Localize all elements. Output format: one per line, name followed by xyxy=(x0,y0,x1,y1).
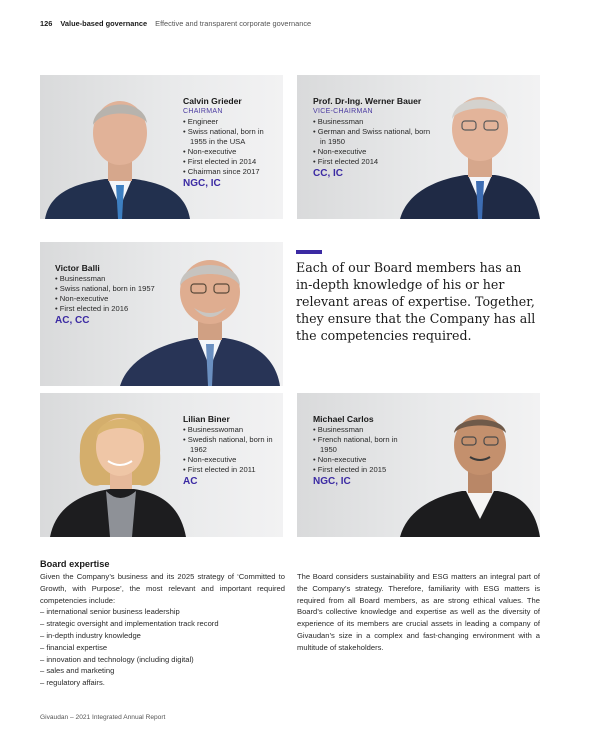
board-expertise-intro: Given the Company’s business and its 2025 strategy of ‘Committed to Growth, with Purpose’, the most relevant and important required competencies include: xyxy=(40,572,285,605)
fact-item: • Swedish national, born in 1962 xyxy=(183,435,281,455)
competency-item: – financial expertise xyxy=(40,642,285,654)
page-footer: Givaudan – 2021 Integrated Annual Report xyxy=(40,714,166,721)
fact-item: • Engineer xyxy=(183,117,281,127)
fact-item: • French national, born in 1950 xyxy=(313,435,413,455)
fact-item: • Businessman xyxy=(313,425,413,435)
committee-codes: AC, CC xyxy=(55,315,90,326)
member-name: Calvin Grieder xyxy=(183,96,242,106)
fact-item: • Chairman since 2017 xyxy=(183,167,281,177)
member-info xyxy=(313,414,413,487)
board-expertise-title: Board expertise xyxy=(40,559,110,569)
competency-item: – regulatory affairs. xyxy=(40,677,285,689)
competency-item: – international senior business leadership xyxy=(40,606,285,618)
member-facts xyxy=(183,425,281,475)
member-role: CHAIRMAN xyxy=(183,108,223,115)
fact-item: • German and Swiss national, born in 1950 xyxy=(313,127,433,147)
committee-codes: AC xyxy=(183,476,198,487)
portrait-photo xyxy=(40,393,190,537)
fact-item: • First elected in 2016 xyxy=(55,304,155,314)
member-card-bauer xyxy=(297,75,540,219)
portrait-photo xyxy=(120,242,280,386)
member-info xyxy=(183,414,281,487)
fact-item: • Businessman xyxy=(55,274,155,284)
fact-item: • Swiss national, born in 1957 xyxy=(55,284,155,294)
fact-item: • First elected in 2014 xyxy=(183,157,281,167)
fact-item: • Swiss national, born in 1955 in the USA xyxy=(183,127,281,147)
fact-item: • Businessman xyxy=(313,117,433,127)
member-role: VICE-CHAIRMAN xyxy=(313,108,373,115)
competency-item: – sales and marketing xyxy=(40,665,285,677)
fact-item: • Non-executive xyxy=(183,147,281,157)
member-name: Michael Carlos xyxy=(313,414,374,424)
fact-item: • Non-executive xyxy=(183,455,281,465)
member-facts xyxy=(183,117,281,177)
committee-codes: NGC, IC xyxy=(313,476,351,487)
member-name: Lilian Biner xyxy=(183,414,230,424)
portrait-photo xyxy=(400,393,540,537)
member-card-biner xyxy=(40,393,283,537)
fact-item: • Non-executive xyxy=(313,455,413,465)
fact-item: • First elected in 2011 xyxy=(183,465,281,475)
fact-item: • Non-executive xyxy=(313,147,433,157)
board-expertise-left-column xyxy=(40,571,285,689)
section-title: Value-based governance xyxy=(60,19,148,28)
member-card-grieder xyxy=(40,75,283,219)
portrait-photo xyxy=(400,75,540,219)
committee-codes: CC, IC xyxy=(313,168,343,179)
fact-item: • First elected in 2015 xyxy=(313,465,413,475)
member-card-balli xyxy=(40,242,283,386)
section-subtitle: Effective and transparent corporate governance xyxy=(155,19,312,28)
member-name: Prof. Dr-Ing. Werner Bauer xyxy=(313,96,422,106)
fact-item: • First elected 2014 xyxy=(313,157,433,167)
portrait-photo xyxy=(40,75,190,219)
pull-quote: Each of our Board members has an in-depth knowledge of his or her relevant areas of expertise. Together, they ensure that the Company has all the competencies required. xyxy=(296,260,536,343)
member-facts xyxy=(313,425,413,475)
board-expertise-right-column: The Board considers sustainability and ESG matters an integral part of the Company’s strategy. Therefore, familiarity with ESG matters is required from all Board members, as are strong ethical values. The Board’s collective knowledge and expertise as well as the diversity of experience of its members are crucial assets in leading a company of Givaudan’s size in a complex and fast-changing environment with a multitude of stakeholders. xyxy=(297,572,540,652)
competency-item: – innovation and technology (including digital) xyxy=(40,654,285,666)
competency-item: – in-depth industry knowledge xyxy=(40,630,285,642)
fact-item: • Businesswoman xyxy=(183,425,281,435)
member-info xyxy=(183,96,281,189)
page-header xyxy=(40,19,311,28)
committee-codes: NGC, IC xyxy=(183,178,221,189)
competency-list xyxy=(40,606,285,689)
member-card-carlos xyxy=(297,393,540,537)
fact-item: • Non-executive xyxy=(55,294,155,304)
page-number: 126 xyxy=(40,19,53,28)
member-name: Victor Balli xyxy=(55,263,100,273)
competency-item: – strategic oversight and implementation track record xyxy=(40,618,285,630)
quote-accent-bar xyxy=(296,250,322,254)
